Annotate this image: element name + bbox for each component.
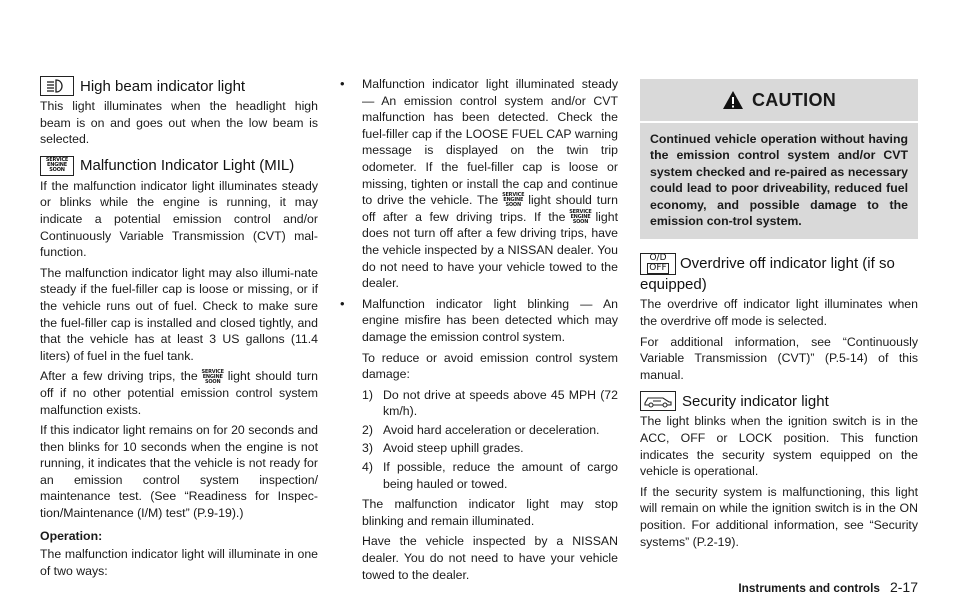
operation-text: The malfunction indicator light will illuminate in one of two ways: <box>40 547 318 578</box>
reduce-damage-text: To reduce or avoid emission control system damage: <box>362 350 618 382</box>
column-middle <box>362 76 618 587</box>
damage-steps-list <box>362 387 618 493</box>
page-number: 2-17 <box>889 579 918 595</box>
mil-modes-list <box>362 76 618 346</box>
step-number: 4) <box>362 460 373 475</box>
high-beam-text: This light illuminates when the headlight high beam is on and goes out when the low beam is selected. <box>40 99 318 147</box>
column-left <box>40 76 318 583</box>
bullet-steady <box>362 76 618 292</box>
od-line-1: O/D <box>649 253 667 264</box>
od-paragraph-1: The overdrive off indicator light illuminates when the overdrive off mode is selected. <box>640 297 918 329</box>
column-right <box>640 79 918 554</box>
mil-p3-after: light should turn off if no other potential emission control system malfunction exists. <box>40 369 318 417</box>
od-title: Overdrive off indicator light (if so equipped) <box>640 255 895 294</box>
ses-line-3: SOON <box>49 167 65 174</box>
warning-triangle-icon <box>722 90 744 110</box>
step-number: 2) <box>362 422 373 437</box>
ses-line-1: SERVICE <box>45 157 69 164</box>
mil-heading <box>40 156 318 176</box>
caution-box <box>640 79 918 239</box>
bullet-blinking: • Malfunction indicator light blinking — An engine misfire has been detected which may damage the emission control system. <box>362 296 618 344</box>
step-number: 1) <box>362 387 373 402</box>
list-item <box>362 440 618 457</box>
step-text: Avoid hard acceleration or deceleration. <box>383 422 600 437</box>
list-item <box>362 296 618 346</box>
ses-line-2: ENGINE <box>503 197 524 204</box>
security-title: Security indicator light <box>682 392 829 410</box>
bullet-steady-b: light should turn off after a few driving trips. If the <box>362 193 618 224</box>
bullet-steady-c: light does not turn off after a few driving trips, have the vehicle inspected by a NISSAN dealer. You do not need to have your vehicle towed to the dealer. <box>362 209 618 291</box>
list-item <box>362 76 618 292</box>
mil-title: Malfunction Indicator Light (MIL) <box>80 157 295 175</box>
list-item <box>362 387 618 420</box>
ses-line-3: SOON <box>572 219 589 225</box>
operation-label: Operation: <box>40 528 103 543</box>
service-engine-soon-icon <box>200 370 226 384</box>
footer-section-title: Instruments and controls <box>738 581 880 595</box>
ses-line-1: SERVICE <box>569 209 592 215</box>
caution-header <box>640 79 918 123</box>
mil-paragraph-4: If this indicator light remains on for 20 seconds and then blinks for 10 seconds when the engine is not running, it indicates that the vehicle is not ready for an emission control system inspection/ maintenance test. (See “Readiness for Inspec-tion/Maintenance (I/M) test” (P.9-19).) <box>40 423 318 521</box>
mil-paragraph-3 <box>40 368 318 418</box>
service-engine-soon-icon <box>40 156 74 176</box>
mil-p3-before: After a few driving trips, the <box>40 369 198 384</box>
od-line-2: OFF <box>649 263 667 274</box>
step-text: If possible, reduce the amount of cargo being hauled or towed. <box>383 460 618 491</box>
stop-blinking-text: The malfunction indicator light may stop blinking and remain illuminated. <box>362 497 618 528</box>
ses-line-2: ENGINE <box>47 162 67 169</box>
mil-paragraph-1: If the malfunction indicator light illuminates steady or blinks while the engine is running, it may indicate a potential emission control and/or Continuously Variable Transmission (CVT) mal-function. <box>40 178 318 260</box>
service-engine-soon-icon <box>500 194 526 208</box>
ses-line-2: ENGINE <box>202 373 223 380</box>
od-off-icon <box>640 253 676 275</box>
caution-title: CAUTION <box>751 89 837 110</box>
caution-text: Continued vehicle operation without having the emission control system and/or CVT system checked and re-paired as necessary could lead to poor driveability, reduced fuel economy, and possible damage to the emission con-trol system. <box>650 132 908 229</box>
list-item <box>362 422 618 439</box>
step-text: Do not drive at speeds above 45 MPH (72 km/h). <box>383 387 618 419</box>
step-text: Avoid steep uphill grades. <box>383 441 524 456</box>
bullet-steady-a: Malfunction indicator light illuminated steady — An emission control system and/or CVT malfunction has been detected. Check the fuel-filler cap if the LOOSE FUEL CAP warning message is displayed on the twin trip odometer. If the fuel-filler cap is loose or missing, tighten or install the cap and continue to drive the vehicle. The <box>362 77 618 208</box>
step-number: 3) <box>362 441 373 456</box>
security-paragraph-2: If the security system is malfunctioning, this light will remain on while the ignition switch is in the ON position. For additional information, see “Security systems” (P.2-19). <box>640 484 918 549</box>
ses-line-1: SERVICE <box>502 192 525 199</box>
od-heading <box>640 253 918 294</box>
security-paragraph-1: The light blinks when the ignition switch is in the ACC, OFF or LOCK position. This function indicates the security system equipped on the vehicle is operational. <box>640 414 918 479</box>
ses-line-1: SERVICE <box>201 368 224 375</box>
ses-line-2: ENGINE <box>570 214 591 220</box>
service-engine-soon-icon <box>567 211 593 225</box>
car-key-icon <box>640 391 676 411</box>
page-footer <box>738 579 918 595</box>
ses-line-3: SOON <box>204 378 221 385</box>
ses-line-3: SOON <box>505 202 521 209</box>
list-item <box>362 459 618 492</box>
high-beam-icon <box>40 76 74 96</box>
od-paragraph-2: For additional information, see “Continuously Variable Transmission (CVT)” (P.5-14) of this manual. <box>640 334 918 382</box>
high-beam-title: High beam indicator light <box>80 77 246 95</box>
security-heading <box>640 391 918 411</box>
inspect-dealer-text: Have the vehicle inspected by a NISSAN dealer. You do not need to have your vehicle towed to the dealer. <box>362 534 618 582</box>
mil-paragraph-2: The malfunction indicator light may also illumi-nate steady if the fuel-filler cap is loose or missing, or if the vehicle runs out of fuel. Check to make sure the fuel-filler cap is installed and closed tightly, and that the vehicle has at least 3 US gallons (11.4 liters) of fuel in the fuel tank. <box>40 265 318 363</box>
high-beam-heading <box>40 76 318 96</box>
